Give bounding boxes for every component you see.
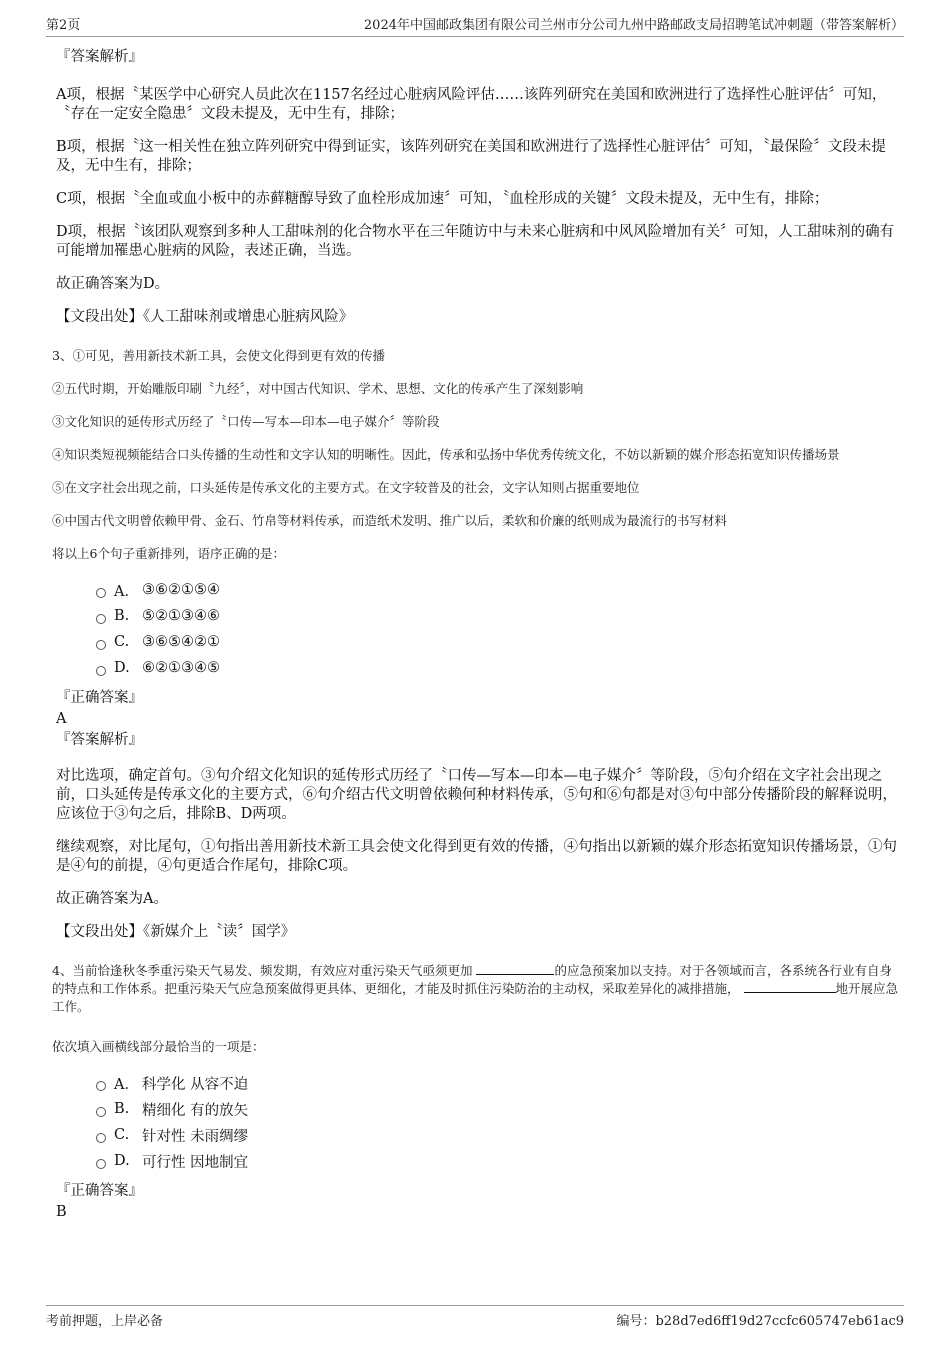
option-d[interactable]: [96, 1148, 900, 1174]
option-text: 针对性 未雨绸缪: [142, 1128, 249, 1145]
analysis-paragraph: 故正确答案为A。: [56, 891, 168, 907]
option-letter: B.: [114, 1101, 130, 1117]
analysis-paragraph: 对比选项，确定首句。③句介绍文化知识的延传形式历经了〝口传—写本—印本—电子媒介〞等阶段，⑤句介绍在文字社会出现之前，口头延传是传承文化的主要方式，⑥句介绍古代文明曾依赖何种材料传承，⑤句和⑥句都是对③句中部分传播阶段的解释说明，应该位于③句之后，排除B、D两项。: [56, 768, 897, 822]
option-letter: D.: [114, 1153, 130, 1169]
option-letter: A．: [114, 583, 139, 600]
footer-slogan: 考前押题，上岸必备: [46, 1314, 164, 1329]
fill-blank: [744, 980, 836, 993]
radio-icon[interactable]: [96, 640, 106, 650]
option-letter: B.: [114, 608, 130, 624]
option-b[interactable]: [96, 1096, 900, 1122]
page-footer: [46, 1305, 904, 1329]
option-text: ⑥②①③④⑤: [142, 660, 220, 676]
question-line: 3、①可见，善用新技术新工具，会使文化得到更有效的传播: [52, 348, 385, 363]
option-d[interactable]: [96, 655, 900, 681]
correct-answer: A: [56, 711, 67, 727]
option-text: ③⑥②①⑤④: [142, 582, 220, 598]
option-letter: C.: [114, 1127, 130, 1143]
question-stem-part: 4、当前恰逢秋冬季重污染天气易发、频发期，有效应对重污染天气亟须更加: [52, 963, 473, 978]
source-citation: 【文段出处】《新媒介上〝读〞国学》: [56, 924, 296, 940]
option-a[interactable]: [96, 577, 900, 603]
radio-icon[interactable]: [96, 1133, 106, 1143]
question-line: ⑤在文字社会出现之前，口头延传是传承文化的主要方式。在文字较普及的社会，文字认知则占据重要地位: [52, 480, 640, 495]
document-title: 2024年中国邮政集团有限公司兰州市分公司九州中路邮政支局招聘笔试冲刺题（带答案解析）: [363, 18, 904, 33]
options-list: [96, 1070, 900, 1174]
question-stem-part: 的应急预案加以支持。对于各领域而言，各系统各行业有自身的特点和工作体系。把重污染天气应急预案做得更具体、更细化，才能及时抓住污染防治的主动权，采取差异化的减排措施，: [52, 963, 892, 996]
source-citation: 【文段出处】《人工甜味剂或增患心脏病风险》: [56, 309, 354, 325]
analysis-label: 『答案解析』: [56, 49, 143, 65]
option-b[interactable]: [96, 603, 900, 629]
radio-icon[interactable]: [96, 614, 106, 624]
question-line: ②五代时期，开始雕版印刷〝九经〞，对中国古代知识、学术、思想、文化的传承产生了深刻影响: [52, 381, 584, 396]
options-list: [96, 577, 900, 681]
analysis-paragraph: B项，根据〝这一相关性在独立阵列研究中得到证实，该阵列研究在美国和欧洲进行了选择性心脏评估〞可知，〝最保险〞文段未提及，无中生有，排除；: [56, 139, 886, 174]
answer-label: 『正确答案』: [56, 1183, 143, 1199]
analysis-label: 『答案解析』: [56, 732, 143, 748]
analysis-paragraph: 继续观察，对比尾句，①句指出善用新技术新工具会使文化得到更有效的传播，④句指出以新颖的媒介形态拓宽知识传播场景，①句是④句的前提，④句更适合作尾句，排除C项。: [56, 839, 897, 874]
option-text: 精细化 有的放矢: [142, 1102, 249, 1119]
radio-icon[interactable]: [96, 1159, 106, 1169]
question-stem-part: 地开展应急工作。: [52, 981, 899, 1014]
answer-label: 『正确答案』: [56, 690, 143, 706]
analysis-paragraph: D项，根据〝该团队观察到多种人工甜味剂的化合物水平在三年随访中与未来心脏病和中风风险增加有关〞可知，人工甜味剂的确有可能增加罹患心脏病的风险，表述正确，当选。: [56, 224, 895, 259]
analysis-paragraph: A项，根据〝某医学中心研究人员此次在1157名经过心脏病风险评估……该阵列研究在美国和欧洲进行了选择性心脏评估〞可知，〝存在一定安全隐患〞文段未提及，无中生有，排除；: [56, 87, 887, 122]
question-stem: [52, 962, 900, 1016]
document-id: 编号：b28d7ed6ff19d27ccfc605747eb61ac9: [616, 1314, 904, 1329]
option-text: ⑤②①③④⑥: [142, 608, 220, 624]
analysis-paragraph: C项，根据〝全血或血小板中的赤藓糖醇导致了血栓形成加速〞可知，〝血栓形成的关键〞文段未提及，无中生有，排除；: [56, 191, 829, 207]
radio-icon[interactable]: [96, 588, 106, 598]
analysis-paragraph: 故正确答案为D。: [56, 276, 170, 292]
question-prompt: 依次填入画横线部分最恰当的一项是：: [52, 1039, 265, 1054]
option-text: 可行性 因地制宜: [142, 1154, 249, 1171]
option-a[interactable]: [96, 1070, 900, 1096]
option-letter: A．: [114, 1076, 139, 1093]
radio-icon[interactable]: [96, 1107, 106, 1117]
radio-icon[interactable]: [96, 1081, 106, 1091]
option-c[interactable]: [96, 1122, 900, 1148]
radio-icon[interactable]: [96, 666, 106, 676]
question-line: ③文化知识的延传形式历经了〝口传—写本—印本—电子媒介〞等阶段: [52, 414, 440, 429]
document-body: [52, 48, 900, 1224]
question-prompt: 将以上6个句子重新排列，语序正确的是：: [52, 546, 285, 561]
fill-blank: [476, 962, 554, 975]
page-number: 第2页: [46, 18, 81, 33]
question-line: ⑥中国古代文明曾依赖甲骨、金石、竹帛等材料传承，而造纸术发明、推广以后，柔软和价廉的纸则成为最流行的书写材料: [52, 513, 728, 528]
option-letter: C.: [114, 634, 130, 650]
option-letter: D.: [114, 660, 130, 676]
option-text: 科学化 从容不迫: [142, 1076, 249, 1093]
question-line: ④知识类短视频能结合口头传播的生动性和文字认知的明晰性。因此，传承和弘扬中华优秀传统文化，不妨以新颖的媒介形态拓宽知识传播场景: [52, 447, 840, 462]
correct-answer: B: [56, 1204, 67, 1220]
page-header: [46, 14, 904, 37]
option-text: ③⑥⑤④②①: [142, 634, 220, 650]
option-c[interactable]: [96, 629, 900, 655]
